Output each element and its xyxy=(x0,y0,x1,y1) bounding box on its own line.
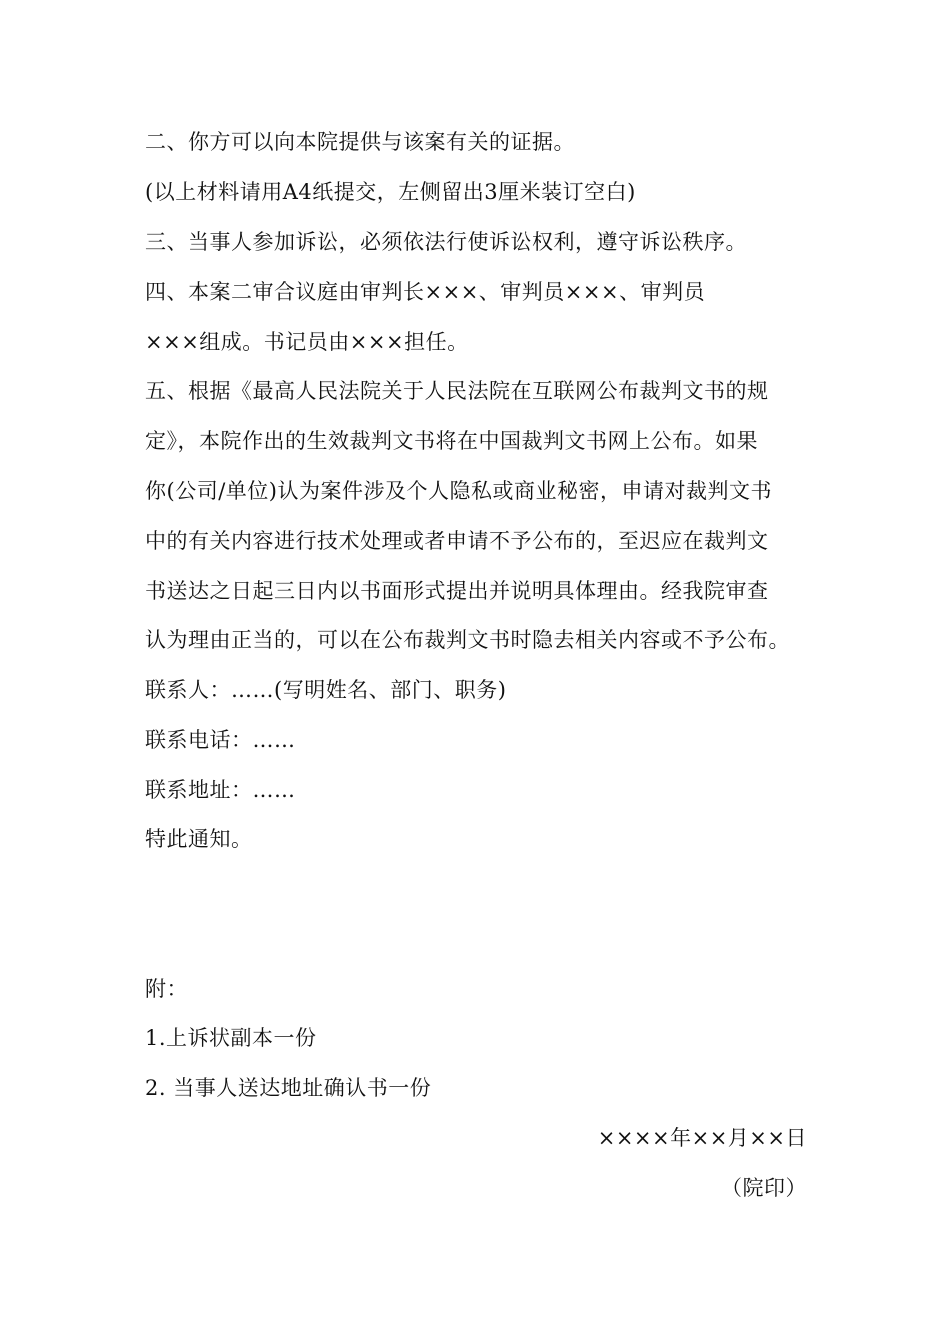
item-5-line-4: 中的有关内容进行技术处理或者申请不予公布的，至迟应在裁判文 xyxy=(145,529,769,553)
attachment-item-1: 1.上诉状副本一份 xyxy=(145,1026,317,1050)
item-5-line-5: 书送达之日起三日内以书面形式提出并说明具体理由。经我院审查 xyxy=(145,579,769,603)
contact-phone: 联系电话：…… xyxy=(145,728,296,752)
item-5-line-1: 五、根据《最高人民法院关于人民法院在互联网公布裁判文书的规 xyxy=(145,379,769,403)
item-5-line-6: 认为理由正当的，可以在公布裁判文书时隐去相关内容或不予公布。 xyxy=(145,628,790,652)
attachment-item-2: 2. 当事人送达地址确认书一份 xyxy=(145,1076,432,1100)
item-3-litigation-rights: 三、当事人参加诉讼，必须依法行使诉讼权利，遵守诉讼秩序。 xyxy=(145,230,747,254)
contact-address: 联系地址：…… xyxy=(145,778,296,802)
item-4-line-2: ×××组成。书记员由×××担任。 xyxy=(145,330,469,354)
item-5-line-3: 你(公司/单位)认为案件涉及个人隐私或商业秘密，申请对裁判文书 xyxy=(145,479,772,503)
item-2-evidence: 二、你方可以向本院提供与该案有关的证据。 xyxy=(145,130,575,154)
closing-notice: 特此通知。 xyxy=(145,827,253,851)
paper-format-note: (以上材料请用A4纸提交，左侧留出3厘米装订空白) xyxy=(145,180,636,204)
contact-person: 联系人：……(写明姓名、部门、职务) xyxy=(145,678,507,702)
document-date: ××××年××月××日 xyxy=(597,1126,807,1150)
item-4-line-1: 四、本案二审合议庭由审判长×××、审判员×××、审判员 xyxy=(145,280,706,304)
item-5-line-2: 定》，本院作出的生效裁判文书将在中国裁判文书网上公布。如果 xyxy=(145,429,758,453)
attachments-heading: 附： xyxy=(145,977,188,1001)
court-seal-label: （院印） xyxy=(721,1176,807,1200)
